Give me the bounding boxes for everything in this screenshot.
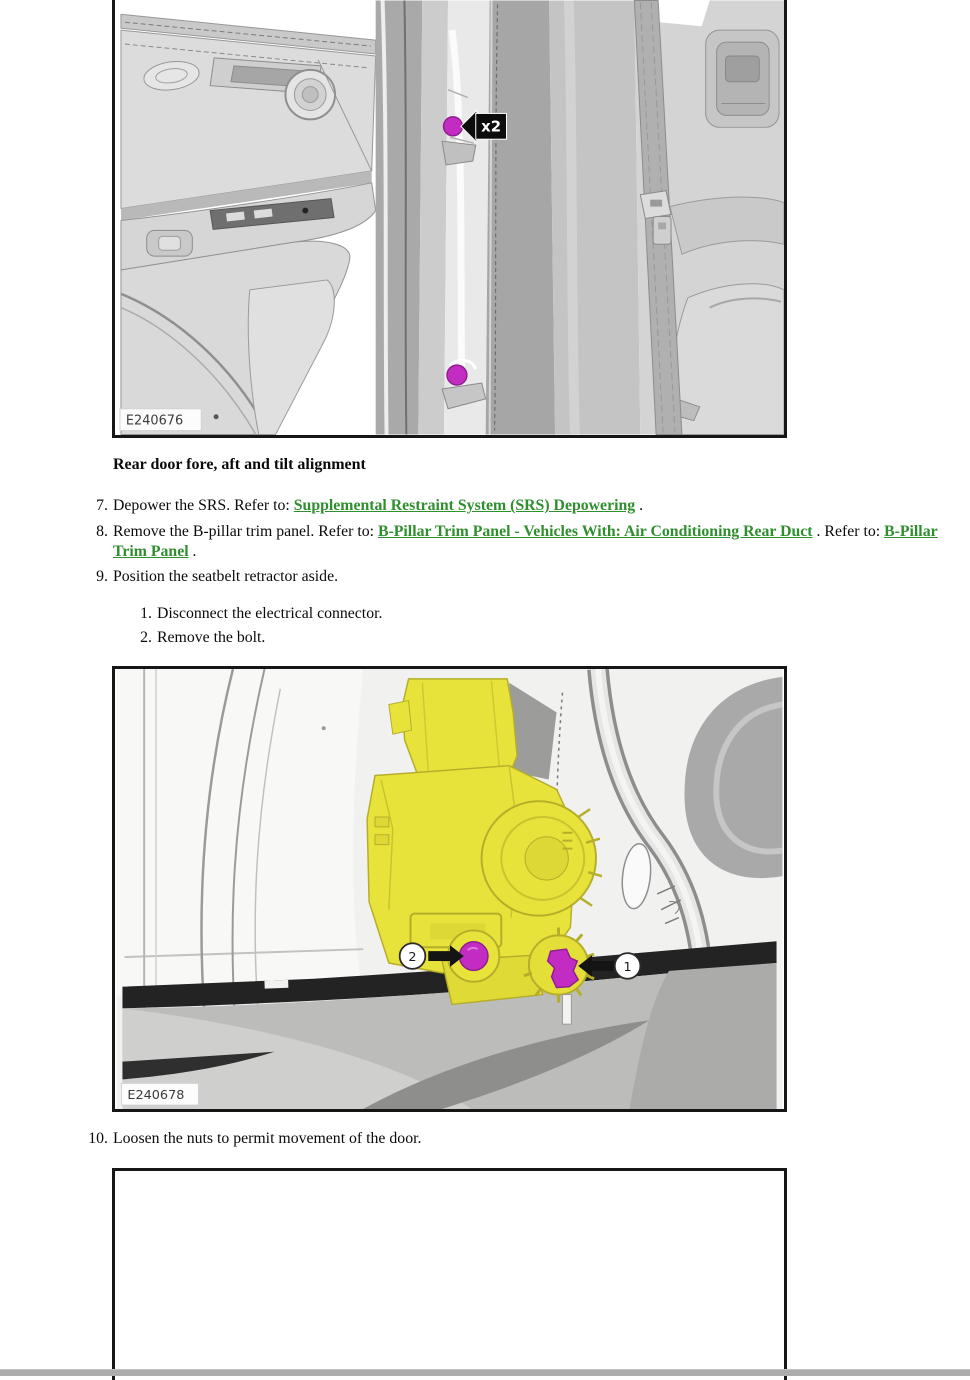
bolt-highlight-lower bbox=[447, 365, 467, 385]
vehicle-interior-illustration bbox=[115, 0, 784, 435]
substep-1 bbox=[124, 604, 884, 624]
figure-seatbelt-retractor bbox=[112, 666, 787, 1112]
step-number: 9. bbox=[96, 568, 108, 585]
substep-text: Remove the bolt. bbox=[157, 629, 266, 646]
bolt-highlight-upper bbox=[444, 117, 463, 136]
horizontal-scrollbar[interactable] bbox=[0, 1369, 970, 1376]
x2-badge-text: x2 bbox=[481, 117, 502, 136]
step-10 bbox=[80, 1129, 958, 1149]
step-number: 10. bbox=[88, 1130, 108, 1147]
step-text bbox=[113, 522, 958, 561]
retractor-illustration bbox=[115, 669, 784, 1109]
link-srs-depowering[interactable]: Supplemental Restraint System (SRS) Depowering bbox=[293, 497, 636, 514]
body-panel-background bbox=[117, 669, 364, 997]
step-text-pre: Depower the SRS. Refer to: bbox=[113, 497, 294, 514]
figure-label bbox=[120, 409, 201, 431]
door-pillar-gap bbox=[376, 0, 448, 434]
step-text: Position the seatbelt retractor aside. bbox=[113, 568, 339, 585]
figure2-code: E240678 bbox=[127, 1088, 185, 1104]
step-text-post: . bbox=[188, 542, 197, 560]
callout-2-number: 2 bbox=[408, 950, 417, 966]
link-bpillar-trim-ac-duct[interactable]: B-Pillar Trim Panel - Vehicles With: Air Conditioning Rear Duct bbox=[377, 523, 813, 540]
substep-number: 1. bbox=[140, 605, 152, 622]
step-text-mid: . Refer to: bbox=[812, 523, 885, 540]
figure-label bbox=[121, 1083, 198, 1105]
step-text bbox=[113, 496, 958, 516]
substep-2 bbox=[124, 628, 884, 648]
step-number: 7. bbox=[96, 497, 108, 514]
section-heading: Rear door fore, aft and tilt alignment bbox=[113, 456, 366, 473]
step-9 bbox=[80, 567, 958, 587]
step-number: 8. bbox=[96, 523, 108, 540]
callout-1-number: 1 bbox=[623, 959, 632, 975]
figure-rear-door-bolts bbox=[112, 0, 787, 438]
step-text-post: . bbox=[635, 497, 644, 514]
step-text-pre: Remove the B-pillar trim panel. Refer to: bbox=[113, 523, 378, 540]
b-pillar-trim bbox=[486, 0, 641, 434]
step-8 bbox=[80, 522, 958, 561]
step-7 bbox=[80, 496, 958, 516]
link-bpillar-trim[interactable]: B-Pillar Trim Panel bbox=[113, 523, 938, 560]
figure1-code: E240676 bbox=[125, 413, 184, 429]
connector-stem bbox=[562, 995, 571, 1025]
step-text: Loosen the nuts to permit movement of the door. bbox=[113, 1130, 422, 1147]
figure-empty-placeholder bbox=[112, 1168, 787, 1380]
substep-text: Disconnect the electrical connector. bbox=[157, 605, 383, 622]
substep-number: 2. bbox=[140, 629, 152, 646]
